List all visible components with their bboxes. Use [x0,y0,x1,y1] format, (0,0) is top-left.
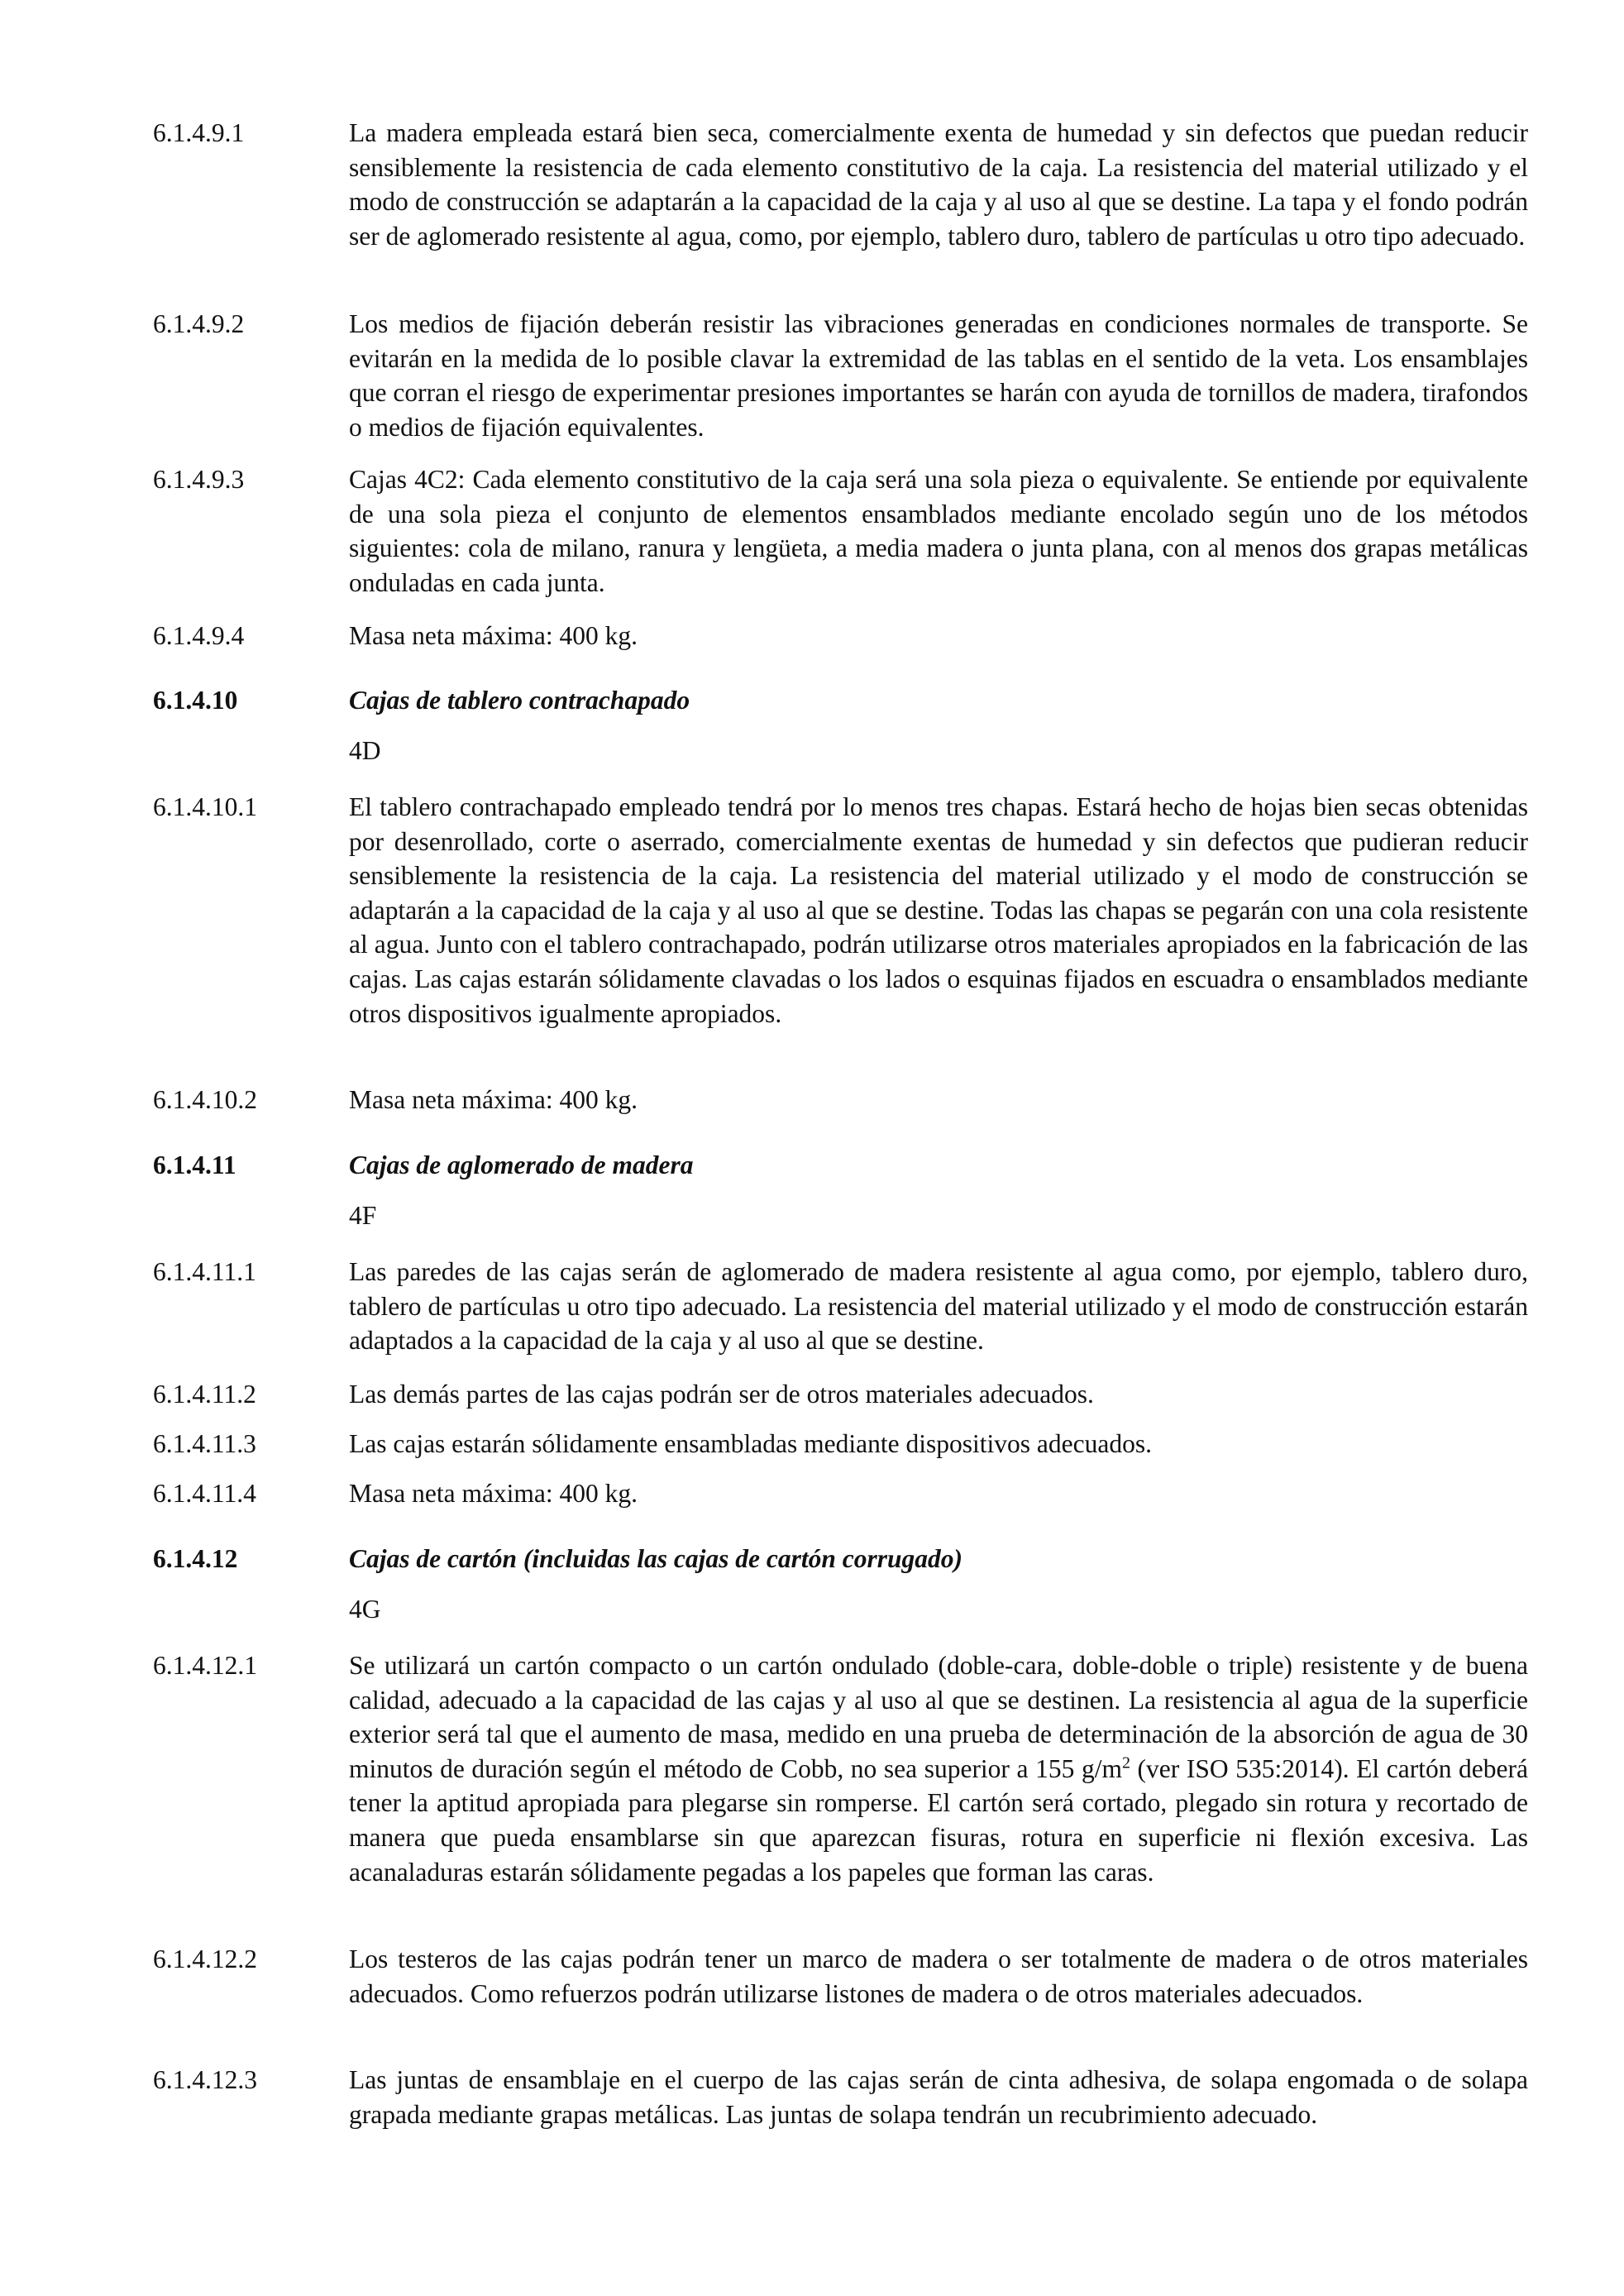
paragraph-text: Masa neta máxima: 400 kg. [349,1479,638,1508]
paragraph-text-part: Se utilizará un cartón compacto o un cartón ondulado (doble-cara, doble-doble o triple) resistente y de buena calidad, adecuado a la capacidad de las cajas y al uso al que se destinen. La resistencia al agua de la superficie exterior será tal que el aumento de masa, medido en una prueba de determinación de la absorción de agua de 30 minutos de duración según el método de Cobb, no sea superior a 155 g/m [349,1651,1528,1783]
paragraph-text: Masa neta máxima: 400 kg. [349,1085,638,1114]
paragraph-text: Las demás partes de las cajas podrán ser de otros materiales adecuados. [349,1380,1094,1409]
paragraph-text: Cajas 4C2: Cada elemento constitutivo de la caja será una sola pieza o equivalente. Se entiende por equivalente de una sola pieza el conjunto de elementos ensamblados mediante encolado según uno de los métodos siguientes: cola de milano, ranura y lengüeta, a media madera o junta plana, con al menos dos grapas metálicas onduladas en cada junta. [349,465,1528,597]
paragraph-text: Las paredes de las cajas serán de aglomerado de madera resistente al agua como, por ejemplo, tablero duro, tablero de partículas u otro tipo adecuado. La resistencia del material utilizado y el modo de construcción estarán adaptados a la capacidad de la caja y al uso al que se destine. [349,1257,1528,1356]
section-title: Cajas de cartón (incluidas las cajas de cartón corrugado) [349,1544,963,1573]
paragraph-number: 6.1.4.10.2 [153,1085,257,1114]
paragraph-text: Los medios de fijación deberán resistir las vibraciones generadas en condiciones normales de transporte. Se evitarán en la medida de lo posible clavar la extremidad de las tablas en el sentido de la veta. Los ensamblajes que corran el riesgo de experimentar presiones importantes se harán con ayuda de tornillos de madera, tirafondos o medios de fijación equivalentes. [349,309,1528,442]
paragraph-number: 6.1.4.9.4 [153,621,245,650]
paragraph-text-part: (ver ISO 535:2014). El cartón deberá tener la aptitud apropiada para plegarse sin romperse. El cartón será cortado, plegado sin rotura y recortado de manera que pueda ensamblarse sin que aparezcan fisuras, rotura en superficie ni flexión excesiva. Las acanaladuras estarán sólidamente pegadas a los papeles que forman las caras. [349,1753,1528,1887]
superscript-exponent: 2 [1121,1753,1130,1772]
packaging-code: 4F [349,1201,377,1230]
paragraph-text: Las juntas de ensamblaje en el cuerpo de las cajas serán de cinta adhesiva, de solapa engomada o de solapa grapada mediante grapas metálicas. Las juntas de solapa tendrán un recubrimiento adecuado. [349,2065,1528,2129]
packaging-code: 4D [349,736,381,765]
packaging-code: 4G [349,1595,381,1624]
paragraph-number: 6.1.4.9.1 [153,118,245,147]
section-number: 6.1.4.10 [153,686,238,715]
paragraph-text: Masa neta máxima: 400 kg. [349,621,638,650]
paragraph-number: 6.1.4.9.2 [153,309,245,338]
paragraph-number: 6.1.4.9.3 [153,465,245,494]
paragraph-text: El tablero contrachapado empleado tendrá por lo menos tres chapas. Estará hecho de hojas bien secas obtenidas por desenrollado, corte o aserrado, comercialmente exentas de humedad y sin defectos que pudieran reducir sensiblemente la resistencia de la caja. La resistencia del material utilizado y el modo de construcción se adaptarán a la capacidad de la caja y al uso al que se destine. Todas las chapas se pegarán con una cola resistente al agua. Junto con el tablero contrachapado, podrán utilizarse otros materiales apropiados en la fabricación de las cajas. Las cajas estarán sólidamente clavadas o los lados o esquinas fijados en escuadra o ensamblados mediante otros dispositivos igualmente apropiados. [349,792,1528,1028]
section-number: 6.1.4.12 [153,1544,238,1573]
paragraph-text [349,1648,1528,1889]
paragraph-text: Las cajas estarán sólidamente ensambladas mediante dispositivos adecuados. [349,1429,1152,1458]
paragraph-number: 6.1.4.10.1 [153,792,257,821]
paragraph-number: 6.1.4.11.3 [153,1429,256,1458]
paragraph-number: 6.1.4.11.2 [153,1380,256,1409]
section-title: Cajas de tablero contrachapado [349,686,690,715]
section-number: 6.1.4.11 [153,1150,236,1179]
paragraph-number: 6.1.4.12.2 [153,1944,257,1973]
paragraph-number: 6.1.4.11.4 [153,1479,256,1508]
paragraph-text: Los testeros de las cajas podrán tener un marco de madera o ser totalmente de madera o de otros materiales adecuados. Como refuerzos podrán utilizarse listones de madera o de otros materiales adecuados. [349,1944,1528,2008]
section-title: Cajas de aglomerado de madera [349,1150,694,1179]
paragraph-number: 6.1.4.11.1 [153,1257,256,1286]
paragraph-text: La madera empleada estará bien seca, comercialmente exenta de humedad y sin defectos que puedan reducir sensiblemente la resistencia de cada elemento constitutivo de la caja. La resistencia del material utilizado y el modo de construcción se adaptarán a la capacidad de la caja y al uso al que se destine. La tapa y el fondo podrán ser de aglomerado resistente al agua, como, por ejemplo, tablero duro, tablero de partículas u otro tipo adecuado. [349,118,1528,251]
paragraph-number: 6.1.4.12.1 [153,1651,257,1680]
paragraph-number: 6.1.4.12.3 [153,2065,257,2094]
